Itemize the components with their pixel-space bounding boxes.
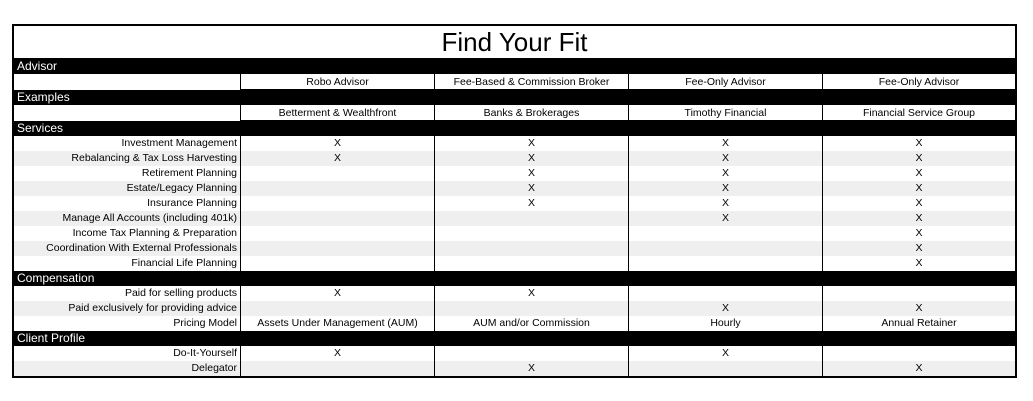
table-cell [628, 241, 822, 256]
table-cell: X [434, 151, 628, 166]
table-cell [434, 256, 628, 271]
table-cell: X [434, 196, 628, 211]
table-cell: X [822, 181, 1015, 196]
table-cell: X [434, 166, 628, 181]
table-cell: X [822, 166, 1015, 181]
row-label [14, 74, 240, 90]
table-cell: X [628, 301, 822, 316]
table-cell: Hourly [628, 316, 822, 331]
table-cell: X [434, 136, 628, 151]
table-cell: X [628, 136, 822, 151]
table-cell [628, 256, 822, 271]
table-cell: X [822, 256, 1015, 271]
services-rows [14, 136, 1015, 271]
row-label: Retirement Planning [141, 167, 237, 179]
row-label: Insurance Planning [147, 197, 237, 209]
section-header-client-profile: Client Profile [14, 331, 1015, 346]
table-cell: X [822, 241, 1015, 256]
table-cell: X [434, 361, 628, 376]
advisor-type-row [14, 74, 1015, 90]
table-cell [434, 226, 628, 241]
table-cell: X [628, 181, 822, 196]
table-cell [434, 211, 628, 226]
table-cell: X [628, 151, 822, 166]
table-cell: X [240, 286, 434, 301]
table-cell [822, 346, 1015, 361]
table-cell: X [628, 346, 822, 361]
row-label: Estate/Legacy Planning [126, 182, 237, 194]
table-cell [240, 166, 434, 181]
table-cell [240, 226, 434, 241]
table-cell: X [822, 151, 1015, 166]
advisor-type-cell: Fee-Based & Commission Broker [434, 74, 628, 90]
table-cell [240, 211, 434, 226]
row-label: Income Tax Planning & Preparation [72, 227, 237, 239]
table-cell: X [822, 226, 1015, 241]
table-cell [240, 256, 434, 271]
table-cell [434, 301, 628, 316]
table-row [14, 166, 1015, 181]
table-cell: X [822, 361, 1015, 376]
section-header-services: Services [14, 121, 1015, 136]
table-row [14, 301, 1015, 316]
section-header-examples: Examples [14, 90, 1015, 105]
table-row [14, 151, 1015, 166]
table-cell: X [240, 136, 434, 151]
row-label: Paid exclusively for providing advice [68, 302, 237, 314]
row-label: Manage All Accounts (including 401k) [62, 212, 237, 224]
table-row [14, 226, 1015, 241]
example-cell: Banks & Brokerages [434, 105, 628, 121]
table-row [14, 286, 1015, 301]
examples-row [14, 105, 1015, 121]
advisor-type-cell: Robo Advisor [240, 74, 434, 90]
fit-comparison-table [12, 24, 1017, 378]
row-label [14, 105, 240, 121]
table-cell [628, 286, 822, 301]
table-row [14, 346, 1015, 361]
example-cell: Financial Service Group [822, 105, 1015, 121]
row-label: Investment Management [121, 137, 237, 149]
table-cell: X [240, 346, 434, 361]
table-cell: X [628, 166, 822, 181]
row-label: Pricing Model [173, 317, 237, 329]
table-cell [240, 181, 434, 196]
row-label: Paid for selling products [124, 287, 237, 299]
table-cell: X [434, 181, 628, 196]
table-cell: Annual Retainer [822, 316, 1015, 331]
table-cell [240, 361, 434, 376]
table-row [14, 211, 1015, 226]
table-row [14, 241, 1015, 256]
table-row [14, 361, 1015, 376]
section-header-advisor: Advisor [14, 59, 1015, 74]
table-cell [434, 346, 628, 361]
table-cell: AUM and/or Commission [434, 316, 628, 331]
example-cell: Betterment & Wealthfront [240, 105, 434, 121]
table-cell [628, 361, 822, 376]
table-cell: X [434, 286, 628, 301]
client-profile-rows [14, 346, 1015, 376]
section-header-compensation: Compensation [14, 271, 1015, 286]
table-row [14, 256, 1015, 271]
table-cell: Assets Under Management (AUM) [240, 316, 434, 331]
table-cell [240, 196, 434, 211]
table-cell: X [822, 136, 1015, 151]
table-cell [628, 226, 822, 241]
table-cell: X [240, 151, 434, 166]
table-cell: X [628, 211, 822, 226]
table-row [14, 316, 1015, 331]
example-cell: Timothy Financial [628, 105, 822, 121]
table-row [14, 181, 1015, 196]
row-label: Delegator [191, 362, 237, 374]
advisor-type-cell: Fee-Only Advisor [822, 74, 1015, 90]
row-label: Coordination With External Professionals [46, 242, 237, 254]
row-label: Rebalancing & Tax Loss Harvesting [71, 152, 237, 164]
table-cell: X [822, 196, 1015, 211]
table-cell: X [628, 196, 822, 211]
table-cell [822, 286, 1015, 301]
table-row [14, 136, 1015, 151]
table-cell [434, 241, 628, 256]
compensation-rows [14, 286, 1015, 331]
table-cell [240, 241, 434, 256]
table-cell: X [822, 301, 1015, 316]
table-title: Find Your Fit [14, 26, 1015, 59]
table-cell [240, 301, 434, 316]
table-cell: X [822, 211, 1015, 226]
row-label: Financial Life Planning [131, 257, 237, 269]
table-row [14, 196, 1015, 211]
advisor-type-cell: Fee-Only Advisor [628, 74, 822, 90]
row-label: Do-It-Yourself [173, 347, 237, 359]
